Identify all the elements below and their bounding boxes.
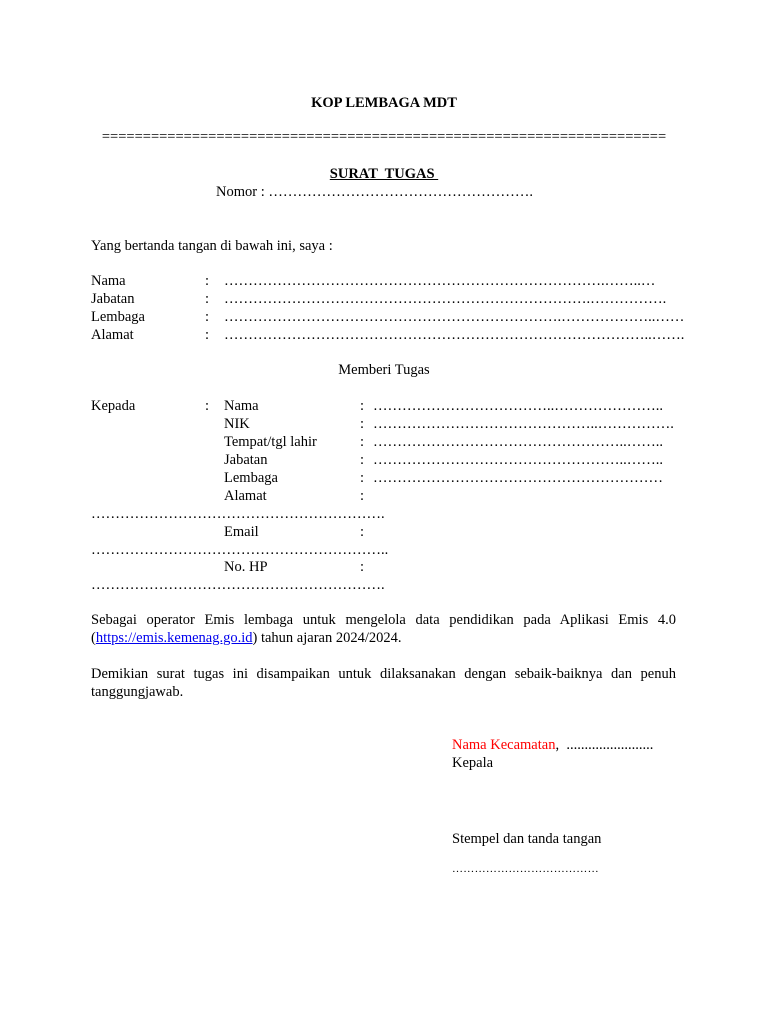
signer-value-alamat: ……………………………………………………………………………..……. — [224, 327, 685, 343]
date-placeholder: , ........................ — [555, 737, 654, 753]
signer-value-lembaga: …………………………………………………………….………………..…… — [224, 309, 685, 325]
signer-label-nama: Nama — [91, 273, 126, 289]
assignee-value-ttl: ……………………………………………..…….. — [373, 434, 663, 450]
purpose-text-2: ) tahun ajaran 2024/2024. — [252, 630, 402, 646]
assignee-value-lembaga: …………………………………………………… — [373, 470, 663, 486]
signer-name-line: ………………………………… — [452, 863, 599, 875]
assignee-label-nik: NIK — [224, 416, 250, 432]
signer-value-nama: …………………………………………………………………….……..… — [224, 273, 656, 289]
signer-value-jabatan: ………………………………………………………………….……………. — [224, 291, 667, 307]
assignee-colon: : — [360, 488, 365, 504]
assignee-label-nama: Nama — [224, 398, 259, 414]
assignee-colon: : — [360, 398, 365, 414]
assignee-colon: : — [360, 452, 365, 468]
signer-label-jabatan: Jabatan — [91, 291, 135, 307]
letter-number: Nomor : ………………………………………………. — [216, 184, 533, 200]
emis-link[interactable]: https://emis.kemenag.go.id — [95, 630, 253, 646]
signer-position: Kepala — [452, 755, 494, 771]
assignee-value-nama: ………………………………..………………….. — [373, 398, 663, 414]
letterhead-separator: ===================================================================== — [101, 129, 667, 145]
place-placeholder: Nama Kecamatan — [452, 737, 556, 753]
assignee-value-jabatan: ……………………………………………..…….. — [373, 452, 663, 468]
assignee-colon: : — [360, 416, 365, 432]
stamp-label: Stempel dan tanda tangan — [452, 831, 602, 847]
letterhead-title: KOP LEMBAGA MDT — [311, 95, 457, 111]
signer-colon: : — [205, 327, 210, 343]
kepada-label: Kepada — [91, 398, 136, 414]
signer-colon: : — [205, 309, 210, 325]
purpose-text-1: Sebagai operator Emis lembaga untuk mengelola data pendidikan pada Aplikasi Emis 4.0 ( — [91, 612, 676, 646]
assignee-colon: : — [360, 434, 365, 450]
letter-heading-text: SURAT TUGAS — [329, 166, 439, 182]
assignee-label-hp: No. HP — [224, 559, 268, 575]
assignee-label-ttl: Tempat/tgl lahir — [224, 434, 317, 450]
assignee-value-hp: ……………………………………………………. — [91, 577, 385, 593]
assignment-label: Memberi Tugas — [338, 362, 430, 378]
assignee-value-email: …………………………………………………….. — [91, 542, 389, 558]
closing-paragraph: Demikian surat tugas ini disampaikan untuk dilaksanakan dengan sebaik-baiknya dan penuh tanggungjawab. — [91, 666, 676, 700]
letter-heading — [0, 165, 768, 183]
intro-text: Yang bertanda tangan di bawah ini, saya : — [91, 238, 333, 254]
assignee-label-lembaga: Lembaga — [224, 470, 278, 486]
assignee-label-email: Email — [224, 524, 259, 540]
kepada-colon: : — [205, 398, 210, 414]
assignee-colon: : — [360, 559, 365, 575]
signer-colon: : — [205, 291, 210, 307]
assignee-value-alamat: ……………………………………………………. — [91, 506, 385, 522]
signer-label-alamat: Alamat — [91, 327, 134, 343]
signer-colon: : — [205, 273, 210, 289]
assignee-value-nik: ………………………………………..……………. — [373, 416, 674, 432]
signer-label-lembaga: Lembaga — [91, 309, 145, 325]
assignee-colon: : — [360, 524, 365, 540]
assignee-label-jabatan: Jabatan — [224, 452, 268, 468]
assignee-label-alamat: Alamat — [224, 488, 267, 504]
signature-place-date — [452, 736, 653, 754]
assignee-colon: : — [360, 470, 365, 486]
purpose-paragraph — [91, 611, 676, 647]
